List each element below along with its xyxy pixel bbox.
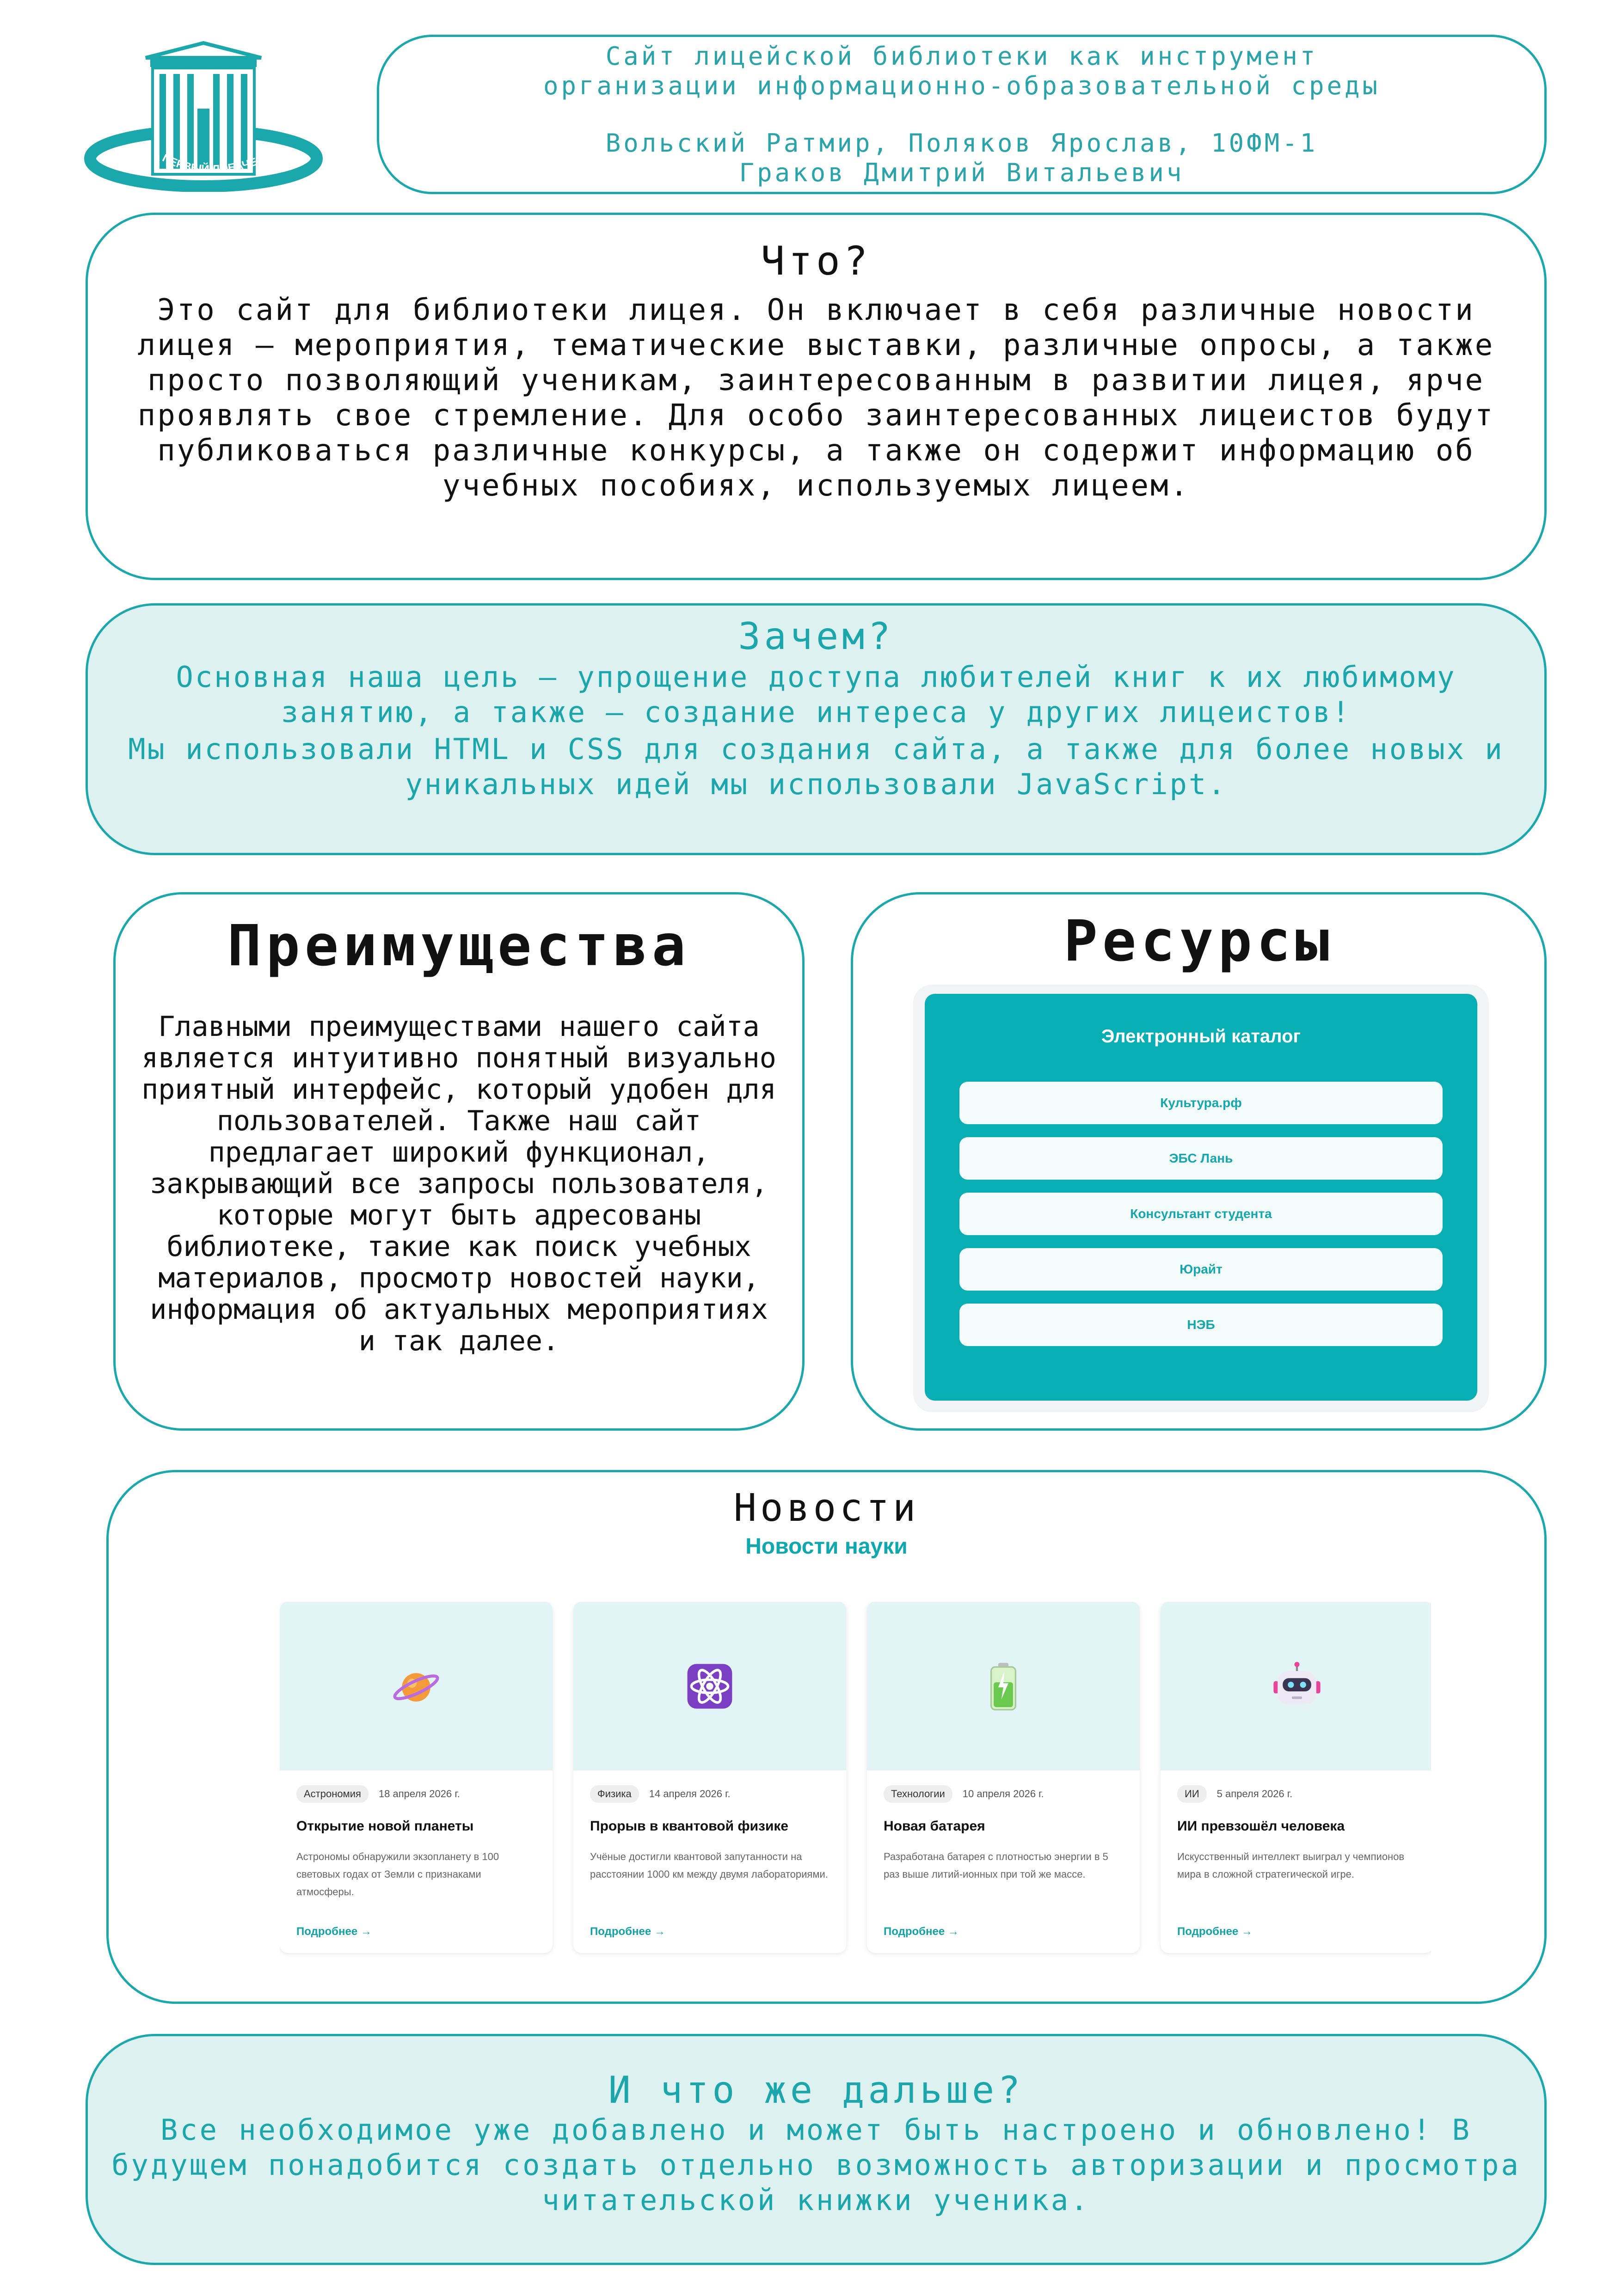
news-card-description: Разработана батарея с плотностью энергии в 5 раз выше литий-ионных при той же массе. bbox=[884, 1851, 1108, 1880]
why-text-1: Основная наша цель – упрощение доступа любителей книг к их любимому занятию, а также – создание интереса у других лицеистов! bbox=[176, 660, 1456, 729]
catalog-link-lan[interactable]: ЭБС Лань bbox=[959, 1137, 1443, 1180]
news-card-title: Открытие новой планеты bbox=[296, 1818, 474, 1834]
news-card-date: 18 апреля 2026 г. bbox=[378, 1788, 460, 1800]
why-text-2: Мы использовали HTML и CSS для создания сайта, а также для более новых и уникальных идей мы использовали JavaScript. bbox=[128, 732, 1504, 801]
news-card-more-link[interactable]: Подробнее → bbox=[1177, 1925, 1253, 1938]
news-subheading: Новости науки bbox=[745, 1534, 908, 1559]
news-card[interactable] bbox=[280, 1602, 553, 1953]
news-card-more-link[interactable]: Подробнее → bbox=[296, 1925, 372, 1938]
atom-icon bbox=[684, 1661, 735, 1712]
catalog-screenshot bbox=[913, 985, 1489, 1412]
what-section bbox=[86, 213, 1547, 580]
news-card[interactable] bbox=[573, 1602, 846, 1953]
news-card-tag: ИИ bbox=[1177, 1785, 1207, 1803]
news-card-title: Прорыв в квантовой физике bbox=[590, 1818, 789, 1834]
news-card-description: Астрономы обнаружили экзопланету в 100 световых годах от Земли с признаками атмосферы. bbox=[296, 1851, 499, 1898]
authors: Вольский Ратмир, Поляков Ярослав, 10ФМ-1 bbox=[605, 128, 1318, 158]
planet-icon bbox=[391, 1661, 442, 1712]
lyceum-building-icon bbox=[83, 39, 333, 192]
news-card-image bbox=[573, 1602, 846, 1770]
why-section bbox=[86, 603, 1547, 855]
news-cards bbox=[280, 1602, 1431, 1962]
advantages-heading: Преимущества bbox=[227, 913, 691, 979]
catalog-title: Электронный каталог bbox=[1101, 1026, 1301, 1047]
news-card-image bbox=[1161, 1602, 1431, 1770]
news-card-date: 10 апреля 2026 г. bbox=[962, 1788, 1044, 1800]
resources-heading: Ресурсы bbox=[1063, 908, 1334, 974]
catalog-link-kultura[interactable]: Культура.рф bbox=[959, 1082, 1443, 1124]
what-text: Это сайт для библиотеки лицея. Он включает в себя различные новости лицея – мероприятия, тематические выставки, различные опросы, а также просто позволяющий ученикам, заинтересованным в развитии лицея, ярче проявлять свое стремление. Для особо заинтересованных лицеистов будут публиковаться различные конкурсы, а также он содержит информацию об учебных пособиях, используемых лицеем. bbox=[137, 293, 1495, 503]
news-card-tag: Технологии bbox=[884, 1785, 952, 1803]
lyceum-logo bbox=[83, 39, 333, 192]
catalog-link-konsultant[interactable]: Консультант студента bbox=[959, 1193, 1443, 1235]
next-heading: И что же дальше? bbox=[608, 2069, 1024, 2112]
news-card-description: Искусственный интеллект выиграл у чемпионов мира в сложной стратегической игре. bbox=[1177, 1851, 1405, 1880]
news-card-date: 5 апреля 2026 г. bbox=[1216, 1788, 1293, 1800]
next-steps-section bbox=[86, 2034, 1547, 2265]
poster-title-line-2: организации информационно-образовательной среды bbox=[543, 71, 1380, 100]
catalog-link-neb[interactable]: НЭБ bbox=[959, 1304, 1443, 1346]
battery-icon bbox=[978, 1661, 1029, 1712]
news-card-more-link[interactable]: Подробнее → bbox=[590, 1925, 665, 1938]
news-section bbox=[106, 1470, 1547, 2004]
news-card-date: 14 апреля 2026 г. bbox=[649, 1788, 731, 1800]
robot-icon bbox=[1272, 1661, 1322, 1712]
news-card-description: Учёные достигли квантовой запутанности на расстоянии 1000 км между двумя лабораториями. bbox=[590, 1851, 828, 1880]
logo-text: ПЕРВЫЙ ЛОБАЧЕВСК bbox=[160, 147, 280, 176]
advantages-text: Главными преимуществами нашего сайта является интуитивно понятный визуально приятный интерфейс, который удобен для пользователей. Также наш сайт предлагает широкий функционал, закрывающий все запросы пользователя, которые могут быть адресованы библиотеке, такие как поиск учебных материалов, просмотр новостей науки, информация об актуальных мероприятиях и так далее. bbox=[141, 1010, 776, 1357]
news-heading: Новости bbox=[733, 1486, 920, 1530]
poster-title-line-1: Сайт лицейской библиотеки как инструмент bbox=[605, 41, 1318, 71]
what-heading: Что? bbox=[761, 238, 872, 284]
resources-section bbox=[851, 892, 1547, 1431]
news-card-title: ИИ превзошёл человека bbox=[1177, 1818, 1345, 1834]
news-card-tag: Физика bbox=[590, 1785, 639, 1803]
advantages-section bbox=[113, 892, 805, 1431]
supervisor: Граков Дмитрий Витальевич bbox=[739, 158, 1185, 187]
news-card-image bbox=[280, 1602, 553, 1770]
news-card[interactable] bbox=[867, 1602, 1140, 1953]
news-card[interactable] bbox=[1161, 1602, 1431, 1953]
news-card-image bbox=[867, 1602, 1140, 1770]
electronic-catalog-panel bbox=[925, 994, 1477, 1401]
next-text: Все необходимое уже добавлено и может быть настроено и обновлено! В будущем понадобится создать отдельно возможность авторизации и просмотра читательской книжки ученика. bbox=[111, 2113, 1521, 2217]
catalog-link-urait[interactable]: Юрайт bbox=[959, 1248, 1443, 1291]
news-card-tag: Астрономия bbox=[296, 1785, 369, 1803]
why-heading: Зачем? bbox=[738, 615, 894, 658]
poster-header bbox=[377, 35, 1547, 194]
news-card-more-link[interactable]: Подробнее → bbox=[884, 1925, 959, 1938]
news-card-title: Новая батарея bbox=[884, 1818, 985, 1834]
